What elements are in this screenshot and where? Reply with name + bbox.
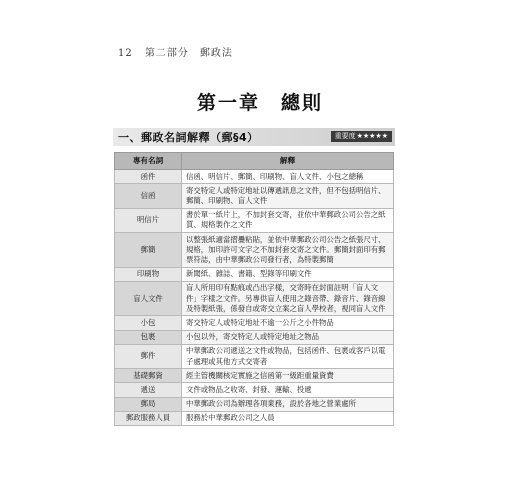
definition-cell: 寄交特定人或特定地址以傳遞訊息之文件，但不包括明信片、郵簡、印刷物、盲人文件 [182,184,394,208]
chapter-title: 第一章 總則 [196,92,323,114]
definition-cell: 經主管機關核定實施之信函第一級距重量資費 [182,369,394,383]
importance-label: 重要度 [334,132,356,140]
section-header [113,128,395,146]
importance-stars: ★★★★★ [356,132,388,140]
table-row [115,316,394,330]
table-row [115,233,394,268]
term-cell: 明信片 [115,208,182,232]
table-row [115,281,394,316]
table-row [115,344,394,368]
term-cell: 包裹 [115,330,182,344]
table-row [115,411,394,425]
term-cell: 基礎郵資 [115,369,182,383]
running-head-title: 第二部分 郵政法 [144,48,233,59]
definitions-table [114,152,394,426]
definition-cell: 服務於中華郵政公司之人員 [182,411,394,425]
header-definition: 解釋 [182,153,394,170]
term-cell: 小包 [115,316,182,330]
definition-cell: 以整張紙適當摺疊粘貼，並依中華郵政公司公告之紙張尺寸、規格，加印許可文字之不加封套交寄之文件。郵簡封面印有郵票符誌，由中華郵政公司發行者，為特製郵簡 [182,233,394,268]
section-title: 一、郵政名詞解釋（郵§4） [118,131,259,144]
definition-cell: 中華郵政公司遞送之文件或物品，包括函件、包裹或客戶以電子處理或其他方式交寄者 [182,344,394,368]
table-row [115,267,394,281]
term-cell: 遞送 [115,383,182,397]
definition-cell: 信函、明信片、郵簡、印刷物、盲人文件、小包之總稱 [182,170,394,184]
definition-cell: 小包以外，寄交特定人或特定地址之物品 [182,330,394,344]
term-cell: 郵政服務人員 [115,411,182,425]
definition-cell: 寄交特定人或特定地址不逾一公斤之小件物品 [182,316,394,330]
running-head [118,44,233,59]
table-row [115,383,394,397]
term-cell: 信函 [115,184,182,208]
table-row [115,397,394,411]
table-header-row [115,153,394,170]
term-cell: 郵件 [115,344,182,368]
table-row [115,170,394,184]
header-term: 專有名詞 [115,153,182,170]
definition-cell: 書於單一紙片上，不加封套交寄，並依中華郵政公司公告之紙質、規格製作之文件 [182,208,394,232]
page-number: 12 [118,48,133,59]
term-cell: 盲人文件 [115,281,182,316]
definition-cell: 文件或物品之收寄、封發、運輸、投遞 [182,383,394,397]
table-row [115,208,394,232]
term-cell: 郵局 [115,397,182,411]
term-cell: 印刷物 [115,267,182,281]
term-cell: 郵簡 [115,233,182,268]
table-row [115,369,394,383]
definition-cell: 中華郵政公司為辦理各項業務，設於各地之營業處所 [182,397,394,411]
definition-cell: 新聞紙、雜誌、書籍、型錄等印刷文件 [182,267,394,281]
definition-cell: 盲人所用印有點痕或凸出字樣，交寄時在封面註明「盲人文件」字樣之文件。另專供盲人使用之錄音帶、錄音片、錄音線及特製紙張，係發自或寄交立案之盲人學校者，視同盲人文件 [182,281,394,316]
table-row [115,330,394,344]
importance-badge [331,131,392,142]
term-cell: 函件 [115,170,182,184]
table-row [115,184,394,208]
